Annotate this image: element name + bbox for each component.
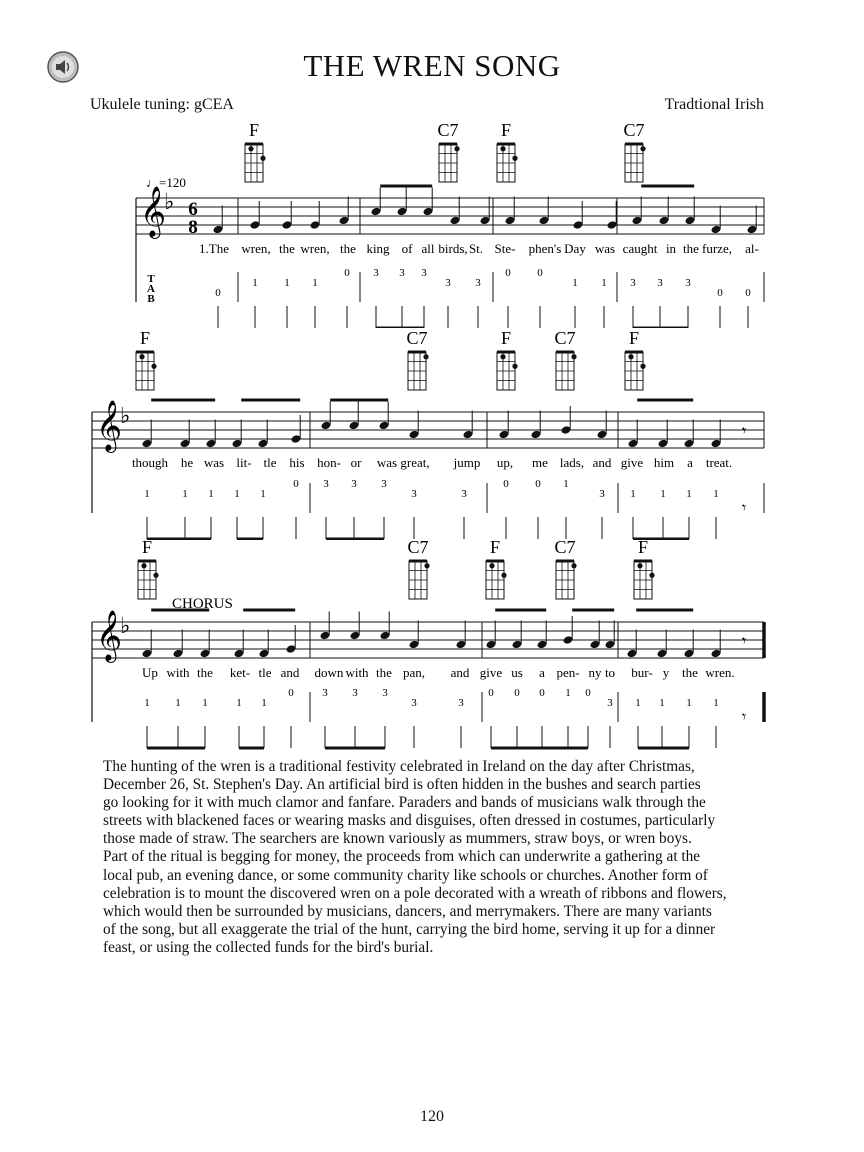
- tab-fret-number: 3: [411, 488, 417, 500]
- tab-fret-number: 3: [411, 697, 417, 709]
- tab-fret-number: 1: [601, 277, 607, 289]
- chord-dot: [423, 354, 428, 359]
- chord-name: C7: [407, 537, 429, 557]
- chord-dot: [139, 354, 144, 359]
- paragraph-line: those made of straw. The searchers are known variously as mummers, straw boys, or wren boys.: [103, 830, 692, 848]
- chord-diagram: [625, 144, 646, 182]
- chord-dot: [512, 364, 517, 369]
- lyric-syllable: was: [594, 241, 616, 256]
- lyric-syllable: phen's: [528, 241, 562, 256]
- chord-name: F: [628, 328, 640, 348]
- music-system-1: [0, 118, 864, 328]
- tab-fret-number: 1: [686, 488, 692, 500]
- tab-fret-number: 0: [539, 687, 545, 699]
- lyric-syllable: of: [401, 241, 413, 256]
- chord-dot: [500, 354, 505, 359]
- tab-fret-number: 3: [382, 687, 388, 699]
- tempo-marking: ♩=120: [146, 175, 186, 190]
- tab-fret-number: 3: [352, 687, 358, 699]
- lyric-syllable: wren,: [241, 241, 271, 256]
- tab-fret-number: 1: [635, 697, 641, 709]
- tab-fret-number: 1: [630, 488, 636, 500]
- lyric-syllable: ny: [588, 665, 602, 680]
- chord-diagram: [556, 352, 577, 390]
- rest-icon: 𝄾: [742, 423, 747, 440]
- lyric-syllable: St.: [468, 241, 484, 256]
- lyric-syllable: al-: [745, 241, 759, 256]
- chord-dot: [153, 573, 158, 578]
- chord-dot: [501, 573, 506, 578]
- tab-fret-number: 1: [202, 697, 208, 709]
- tab-fret-number: 3: [607, 697, 613, 709]
- lyric-syllable: him: [653, 455, 675, 470]
- tab-rest-icon: 𝄾: [742, 709, 747, 726]
- chord-diagram: [439, 144, 460, 182]
- lyric-syllable: his: [289, 455, 305, 470]
- origin-label: Tradtional Irish: [664, 96, 764, 113]
- flat-key-signature: ♭: [120, 403, 131, 428]
- lyric-syllable: the: [279, 241, 295, 256]
- tab-fret-number: 3: [351, 478, 357, 490]
- music-system-2: [0, 325, 864, 540]
- paragraph-line: Part of the ritual is begging for money, the proceeds from which can underwrite a gathering at the: [103, 848, 701, 866]
- lyric-syllable: treat.: [705, 455, 733, 470]
- chord-diagram: [556, 561, 577, 599]
- paragraph-line: streets with blackened faces or wearing masks and disguises, often dressed in costumes, particularly: [103, 812, 716, 830]
- tab-fret-number: 3: [322, 687, 328, 699]
- chord-dot: [571, 354, 576, 359]
- chord-name: F: [141, 537, 153, 557]
- paragraph-line: go looking for it with much clamor and fanfare. Paraders and bands of musicians walk through the: [103, 794, 706, 812]
- tab-fret-number: 1: [563, 478, 569, 490]
- chord-dot: [649, 573, 654, 578]
- chord-dot: [512, 156, 517, 161]
- lyric-syllable: tle: [263, 455, 277, 470]
- lyric-syllable: though: [131, 455, 169, 470]
- chord-diagram: [634, 561, 655, 599]
- chord-dot: [640, 364, 645, 369]
- tab-fret-number: 1: [572, 277, 578, 289]
- lyric-syllable: and: [450, 665, 470, 680]
- rest-icon: 𝄾: [742, 633, 747, 650]
- chord-diagram: [138, 561, 159, 599]
- tab-fret-number: 1: [660, 488, 666, 500]
- music-system-3: [0, 535, 864, 750]
- tab-fret-number: 1: [236, 697, 242, 709]
- tab-fret-number: 3: [461, 488, 467, 500]
- tab-clef-b: B: [147, 293, 155, 305]
- tab-fret-number: 1: [175, 697, 181, 709]
- tab-fret-number: 0: [585, 687, 591, 699]
- lyric-syllable: y: [662, 665, 670, 680]
- lyric-syllable: was: [376, 455, 398, 470]
- notation-svg: [0, 325, 864, 540]
- tab-fret-number: 1: [208, 488, 214, 500]
- chord-dot: [141, 563, 146, 568]
- chord-dot: [628, 354, 633, 359]
- lyric-syllable: all: [421, 241, 435, 256]
- lyric-syllable: pen-: [556, 665, 580, 680]
- lyric-syllable: a: [687, 455, 693, 470]
- chord-name: F: [500, 328, 512, 348]
- lyric-syllable: king: [366, 241, 390, 256]
- tab-fret-number: 3: [630, 277, 636, 289]
- lyric-syllable: the: [340, 241, 356, 256]
- lyric-syllable: lads,: [559, 455, 585, 470]
- tab-fret-number: 3: [657, 277, 663, 289]
- paragraph-line: local pub, an evening dance, or some community charity like schools or churches. Another form of: [103, 866, 708, 884]
- chord-dot: [248, 146, 253, 151]
- chord-name: F: [489, 537, 501, 557]
- chord-dot: [571, 563, 576, 568]
- chord-diagram: [497, 352, 518, 390]
- treble-clef-icon: 𝄞: [140, 187, 167, 236]
- chord-dot: [489, 563, 494, 568]
- paragraph-line: of the song, but all exaggerate the trial of the hunt, carrying the bird home, serving it up for a dinner: [103, 920, 716, 938]
- page-number: 120: [420, 1108, 444, 1125]
- lyric-syllable: lit-: [236, 455, 252, 470]
- lyric-syllable: ket-: [229, 665, 251, 680]
- tab-fret-number: 3: [373, 267, 379, 279]
- tab-clef-t: T: [147, 273, 155, 285]
- page-title: THE WREN SONG: [303, 48, 561, 83]
- chord-name: C7: [623, 120, 645, 140]
- chord-dot: [640, 146, 645, 151]
- lyric-syllable: to: [604, 665, 616, 680]
- tab-fret-number: 1: [260, 488, 266, 500]
- tab-fret-number: 0: [505, 267, 511, 279]
- lyric-syllable: 1.The: [199, 241, 229, 256]
- notation-svg: [0, 118, 864, 328]
- tab-fret-number: 1: [234, 488, 240, 500]
- tab-fret-number: 0: [488, 687, 494, 699]
- tab-fret-number: 1: [144, 488, 150, 500]
- tab-fret-number: 0: [717, 287, 723, 299]
- chord-diagram: [486, 561, 507, 599]
- lyric-syllable: wren.: [705, 665, 735, 680]
- lyric-syllable: the: [682, 665, 698, 680]
- lyric-syllable: bur-: [631, 665, 653, 680]
- time-signature-bottom: 8: [188, 217, 198, 238]
- treble-clef-icon: 𝄞: [96, 401, 123, 450]
- lyric-syllable: hon-: [317, 455, 341, 470]
- lyric-syllable: us: [511, 665, 523, 680]
- chord-dot: [454, 146, 459, 151]
- tab-fret-number: 0: [293, 478, 299, 490]
- tab-fret-number: 1: [565, 687, 571, 699]
- tab-fret-number: 1: [144, 697, 150, 709]
- tuning-label: Ukulele tuning: gCEA: [90, 96, 234, 113]
- tab-fret-number: 3: [599, 488, 605, 500]
- tab-fret-number: 3: [445, 277, 451, 289]
- lyric-syllable: Ste-: [494, 241, 516, 256]
- chord-diagram: [245, 144, 266, 182]
- lyric-syllable: the: [197, 665, 213, 680]
- tab-fret-number: 3: [323, 478, 329, 490]
- lyric-syllable: the: [376, 665, 392, 680]
- lyric-syllable: furze,: [702, 241, 732, 256]
- chord-name: F: [139, 328, 151, 348]
- lyric-syllable: with: [345, 665, 369, 680]
- lyric-syllable: tle: [258, 665, 272, 680]
- paragraph-line: feast, or using the collected funds for the bird's burial.: [103, 938, 434, 956]
- tab-fret-number: 1: [261, 697, 267, 709]
- chord-diagram: [409, 561, 430, 599]
- chord-name: C7: [554, 537, 576, 557]
- chord-diagram: [497, 144, 518, 182]
- section-label: CHORUS: [172, 596, 233, 612]
- lyric-syllable: jump: [453, 455, 481, 470]
- chord-diagram: [625, 352, 646, 390]
- lyric-syllable: up,: [496, 455, 514, 470]
- treble-clef-icon: 𝄞: [96, 611, 123, 660]
- chord-name: C7: [554, 328, 576, 348]
- time-signature-top: 6: [188, 199, 198, 220]
- tab-fret-number: 3: [399, 267, 405, 279]
- chord-dot: [637, 563, 642, 568]
- tab-fret-number: 0: [535, 478, 541, 490]
- paragraph-line: The hunting of the wren is a traditional festivity celebrated in Ireland on the day after Christmas,: [103, 758, 695, 775]
- lyric-syllable: and: [280, 665, 300, 680]
- lyric-syllable: wren,: [300, 241, 330, 256]
- lyric-syllable: a: [539, 665, 545, 680]
- history-paragraph: [103, 758, 773, 957]
- flat-key-signature: ♭: [164, 189, 175, 214]
- chord-dot: [500, 146, 505, 151]
- lyric-syllable: down: [314, 665, 344, 680]
- lyric-syllable: and: [592, 455, 612, 470]
- tab-fret-number: 1: [312, 277, 318, 289]
- lyric-syllable: or: [350, 455, 362, 470]
- tab-fret-number: 1: [284, 277, 290, 289]
- lyric-syllable: was: [203, 455, 225, 470]
- lyric-syllable: pan,: [402, 665, 426, 680]
- notation-svg: [0, 535, 864, 750]
- lyric-syllable: give: [479, 665, 503, 680]
- chord-diagram: [136, 352, 157, 390]
- chord-name: F: [637, 537, 649, 557]
- chord-dot: [260, 156, 265, 161]
- chord-name: F: [500, 120, 512, 140]
- lyric-syllable: caught: [622, 241, 658, 256]
- paragraph-line: celebration is to mount the discovered wren on a pole decorated with a wreath of ribbons and flowers,: [103, 884, 727, 902]
- tab-fret-number: 1: [713, 488, 719, 500]
- tab-fret-number: 1: [252, 277, 258, 289]
- tab-fret-number: 3: [381, 478, 387, 490]
- flat-key-signature: ♭: [120, 613, 131, 638]
- tab-fret-number: 0: [503, 478, 509, 490]
- lyric-syllable: me: [532, 455, 548, 470]
- lyric-syllable: Up: [142, 665, 158, 680]
- tab-fret-number: 0: [344, 267, 350, 279]
- lyric-syllable: he: [180, 455, 194, 470]
- tab-fret-number: 1: [659, 697, 665, 709]
- paragraph-line: which would then be surrounded by musicians, dancers, and merrymakers. There are many variants: [103, 902, 712, 920]
- lyric-syllable: Day: [564, 241, 586, 256]
- tab-fret-number: 0: [288, 687, 294, 699]
- lyric-syllable: in: [665, 241, 677, 256]
- tab-fret-number: 3: [421, 267, 427, 279]
- chord-name: F: [248, 120, 260, 140]
- chord-dot: [424, 563, 429, 568]
- tab-fret-number: 0: [745, 287, 751, 299]
- chord-dot: [151, 364, 156, 369]
- chord-diagram: [408, 352, 429, 390]
- lyric-syllable: with: [166, 665, 190, 680]
- chord-name: C7: [437, 120, 459, 140]
- tab-fret-number: 3: [685, 277, 691, 289]
- tab-clef-a: A: [147, 283, 155, 295]
- tab-fret-number: 0: [215, 287, 221, 299]
- paragraph-line: December 26, St. Stephen's Day. An artificial bird is often hidden in the bushes and search parties: [103, 776, 701, 794]
- lyric-syllable: great,: [400, 455, 430, 470]
- chord-name: C7: [406, 328, 428, 348]
- lyric-syllable: birds,: [438, 241, 468, 256]
- tab-fret-number: 1: [182, 488, 188, 500]
- tab-fret-number: 3: [475, 277, 481, 289]
- tab-fret-number: 1: [713, 697, 719, 709]
- tab-fret-number: 3: [458, 697, 464, 709]
- tab-fret-number: 0: [514, 687, 520, 699]
- lyric-syllable: give: [620, 455, 644, 470]
- lyric-syllable: the: [683, 241, 699, 256]
- tab-fret-number: 0: [537, 267, 543, 279]
- tab-fret-number: 1: [686, 697, 692, 709]
- tab-rest-icon: 𝄾: [742, 500, 747, 517]
